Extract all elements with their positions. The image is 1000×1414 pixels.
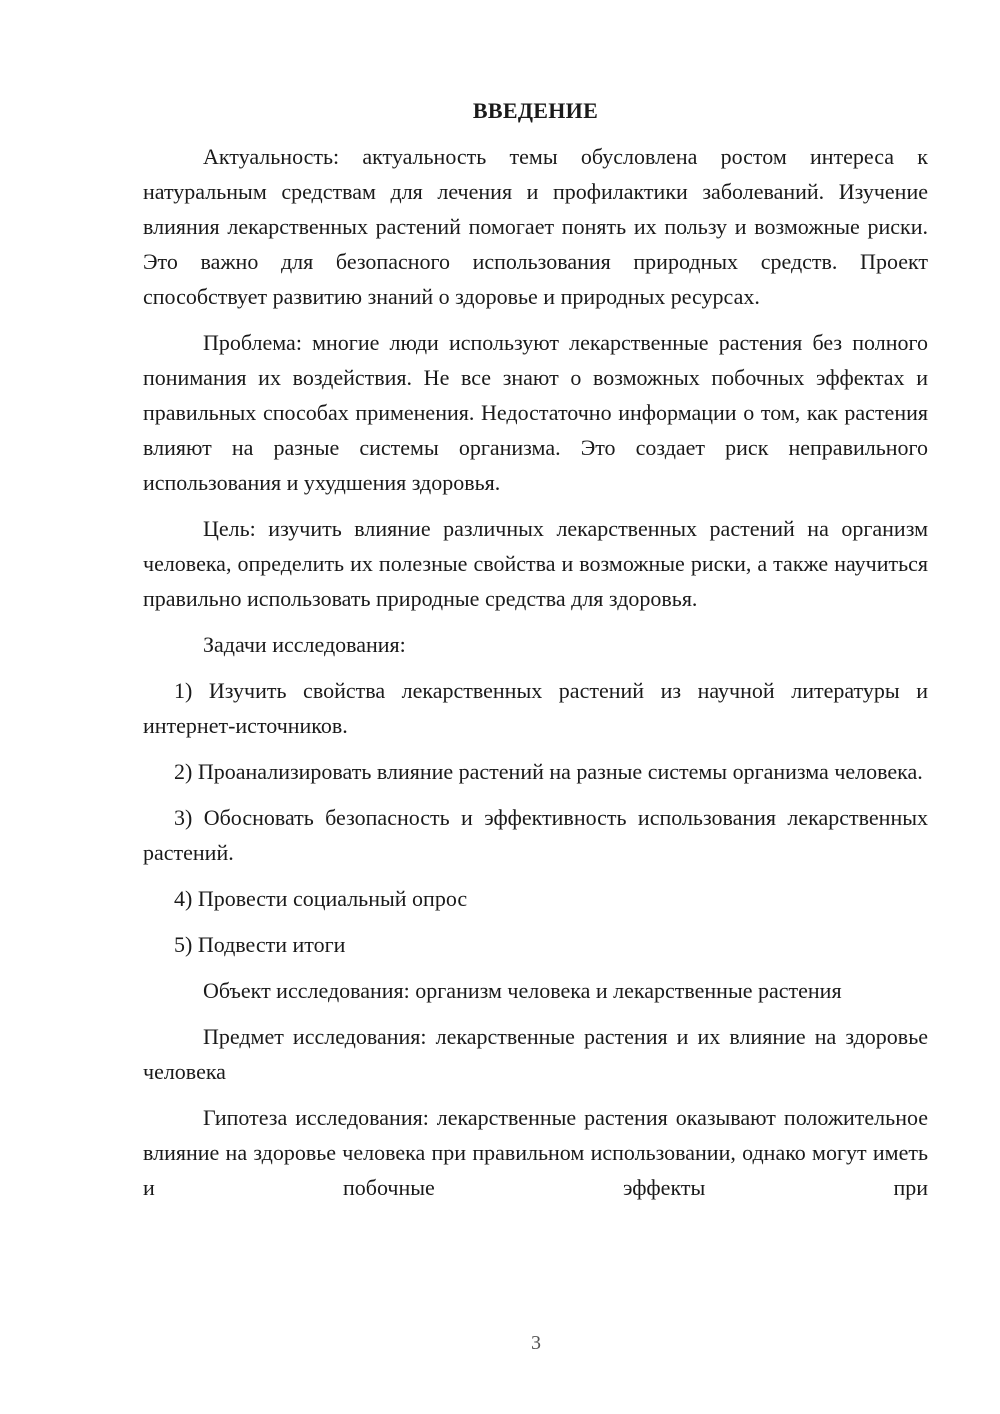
task-item-4: 4) Провести социальный опрос [174,886,468,911]
section-title: ВВЕДЕНИЕ [472,98,599,123]
object-paragraph: Объект исследования: организм человека и лекарственные растения [203,978,842,1003]
problem-paragraph: Проблема: многие люди используют лекарственные растения без полного понимания их воздействия. Не все знают о возможных побочных эффектах и правильных способах применения. Недостаточно информации о том, как растения влияют на разные системы организма. Это создает риск неправильного использования и ухудшения здоровья. [143,330,928,495]
relevance-paragraph: Актуальность: актуальность темы обусловлена ростом интереса к натуральным средствам для лечения и профилактики заболеваний. Изучение влияния лекарственных растений помогает понять их пользу и возможные риски. Это важно для безопасного использования природных средств. Проект способствует развитию знаний о здоровье и природных ресурсах. [143,144,928,309]
hypothesis-paragraph: Гипотеза исследования: лекарственные растения оказывают положительное влияние на здоровье человека при правильном использовании, однако могут иметь и побочные эффекты при [143,1105,928,1200]
subject-paragraph: Предмет исследования: лекарственные растения и их влияние на здоровье человека [143,1024,928,1084]
task-item-3: 3) Обосновать безопасность и эффективность использования лекарственных растений. [143,805,928,865]
page-number: 3 [531,1332,541,1354]
goal-paragraph: Цель: изучить влияние различных лекарственных растений на организм человека, определить их полезные свойства и возможные риски, а также научиться правильно использовать природные средства для здоровья. [143,516,928,611]
document-page [143,93,928,1216]
tasks-heading: Задачи исследования: [203,632,406,657]
task-item-5: 5) Подвести итоги [174,932,346,957]
task-item-2: 2) Проанализировать влияние растений на разные системы организма человека. [174,759,923,784]
task-item-1: 1) Изучить свойства лекарственных растений из научной литературы и интернет-источников. [143,678,928,738]
